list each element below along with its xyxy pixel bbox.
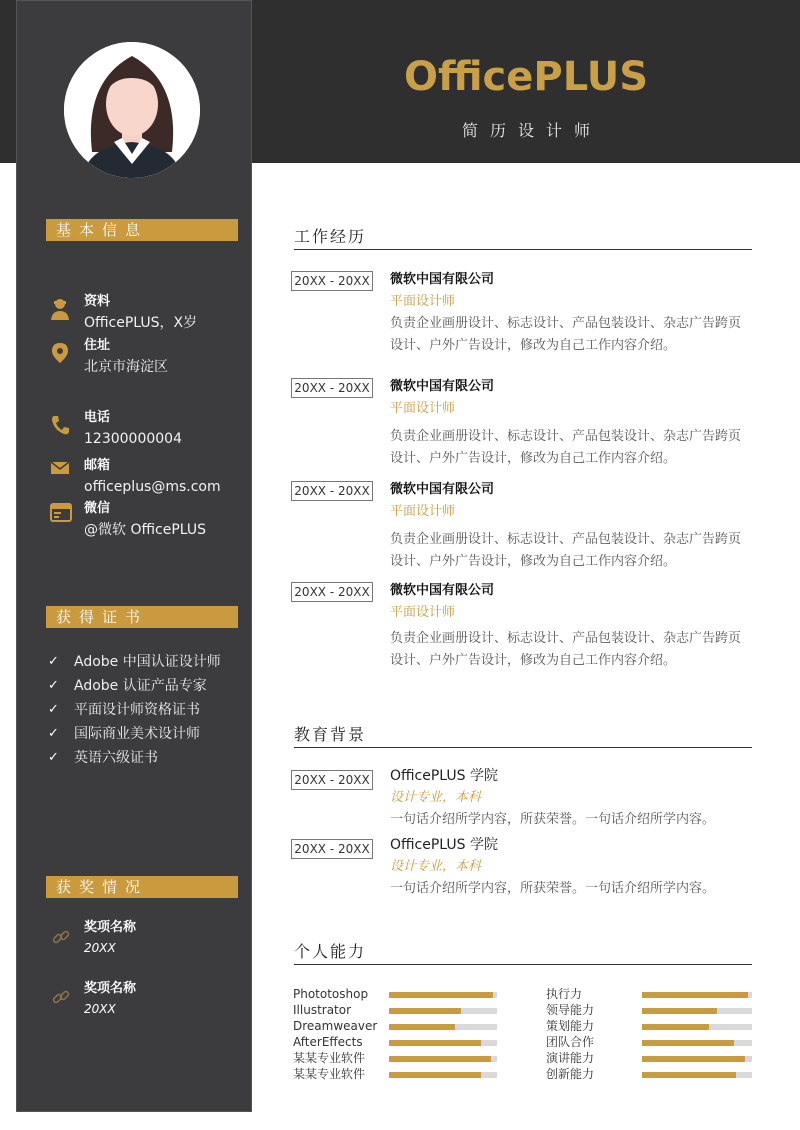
list-item <box>48 674 221 698</box>
info-address <box>84 336 168 378</box>
info-wechat <box>84 499 206 541</box>
skill-name: Illustrator <box>293 1003 352 1017</box>
skill-row <box>293 1018 497 1034</box>
skill-row <box>546 1050 752 1066</box>
check-icon: ✓ <box>48 654 59 669</box>
wechat-icon <box>50 503 70 523</box>
skill-row <box>546 1002 752 1018</box>
skill-bar-fill <box>389 1040 481 1046</box>
skill-row <box>293 1034 497 1050</box>
check-icon: ✓ <box>48 678 59 693</box>
check-icon: ✓ <box>48 726 59 741</box>
skill-name: 某某专业软件 <box>293 1051 366 1065</box>
skill-bar-fill <box>642 1056 745 1062</box>
skill-bar-fill <box>389 1056 491 1062</box>
skill-row <box>546 1018 752 1034</box>
skill-row <box>546 986 752 1002</box>
skill-name: Phototoshop <box>293 987 369 1001</box>
certificate-name: Adobe 中国认证设计师 <box>74 654 221 670</box>
skill-name: 策划能力 <box>546 1019 595 1033</box>
info-value: 北京市海淀区 <box>84 359 168 375</box>
location-pin-icon <box>50 342 70 362</box>
skill-bar-track <box>389 992 497 998</box>
date-range: 20XX - 20XX <box>291 481 373 501</box>
education-heading: 教育背景 <box>294 722 752 748</box>
skill-name: 执行力 <box>546 987 583 1001</box>
certificate-name: 国际商业美术设计师 <box>74 726 200 742</box>
skill-name: Dreamweaver <box>293 1019 378 1033</box>
skill-row <box>293 1002 497 1018</box>
info-label: 邮箱 <box>84 458 111 473</box>
skill-name: 领导能力 <box>546 1003 595 1017</box>
awards-heading: 获奖情况 <box>46 876 238 898</box>
link-icon <box>52 928 70 946</box>
info-label: 住址 <box>84 338 111 353</box>
skill-row <box>293 986 497 1002</box>
certificate-list <box>48 650 221 770</box>
skill-name: 演讲能力 <box>546 1051 595 1065</box>
job-role: 平面设计师 <box>390 294 456 309</box>
list-item <box>48 746 221 770</box>
date-range: 20XX - 20XX <box>291 582 373 602</box>
company-name: 微软中国有限公司 <box>390 482 495 497</box>
job-description: 负责企业画册设计、标志设计、产品包装设计、杂志广告跨页设计、户外广告设计，修改为自己工作内容介绍。 <box>390 532 742 569</box>
phone-icon <box>50 414 70 434</box>
info-label: 电话 <box>84 410 111 425</box>
date-range: 20XX - 20XX <box>291 770 373 790</box>
work-heading: 工作经历 <box>294 224 752 250</box>
certificate-name: Adobe 认证产品专家 <box>74 678 207 694</box>
company-name: 微软中国有限公司 <box>390 583 495 598</box>
info-value: 12300000004 <box>84 431 182 447</box>
mail-icon <box>50 460 70 480</box>
skill-bar-track <box>642 1056 752 1062</box>
certificate-name: 平面设计师资格证书 <box>74 702 200 718</box>
avatar <box>64 42 200 178</box>
education-description: 一句话介绍所学内容，所获荣誉。一句话介绍所学内容。 <box>390 812 716 827</box>
skill-bar-track <box>642 1024 752 1030</box>
company-name: 微软中国有限公司 <box>390 379 495 394</box>
skill-name: 某某专业软件 <box>293 1067 366 1081</box>
skill-bar-fill <box>642 992 748 998</box>
skill-bar-fill <box>642 1040 734 1046</box>
info-value: @微软 OfficePLUS <box>84 522 206 538</box>
link-icon <box>52 988 70 1006</box>
skill-row <box>546 1034 752 1050</box>
award-date: 20XX <box>84 941 116 955</box>
award-name: 奖项名称 <box>84 981 137 996</box>
skill-bar-fill <box>389 1024 455 1030</box>
basic-info-heading: 基本信息 <box>46 219 238 241</box>
education-description: 一句话介绍所学内容，所获荣誉。一句话介绍所学内容。 <box>390 881 716 896</box>
skill-name: 创新能力 <box>546 1067 595 1081</box>
info-email <box>84 456 221 498</box>
award-name: 奖项名称 <box>84 920 137 935</box>
list-item <box>48 722 221 746</box>
date-range: 20XX - 20XX <box>291 378 373 398</box>
school-name: OfficePLUS 学院 <box>390 768 498 784</box>
list-item <box>48 698 221 722</box>
skill-row <box>293 1066 497 1082</box>
award-date: 20XX <box>84 1002 116 1016</box>
skill-bar-track <box>389 1072 497 1078</box>
info-value: officeplus@ms.com <box>84 479 221 495</box>
skill-bar-track <box>642 1072 752 1078</box>
skill-name: AfterEffects <box>293 1035 363 1049</box>
job-description: 负责企业画册设计、标志设计、产品包装设计、杂志广告跨页设计、户外广告设计，修改为自己工作内容介绍。 <box>390 316 742 353</box>
skill-bar-fill <box>642 1024 709 1030</box>
info-label: 微信 <box>84 501 111 516</box>
skills-heading: 个人能力 <box>294 939 752 965</box>
skill-name: 团队合作 <box>546 1035 595 1049</box>
check-icon: ✓ <box>48 750 59 765</box>
skill-row <box>293 1050 497 1066</box>
job-role: 平面设计师 <box>390 504 456 519</box>
job-role: 平面设计师 <box>390 401 456 416</box>
skill-bar-track <box>389 1040 497 1046</box>
skill-bar-fill <box>389 1008 461 1014</box>
major: 设计专业，本科 <box>390 859 482 874</box>
major: 设计专业，本科 <box>390 790 482 805</box>
person-icon <box>50 298 70 318</box>
skill-row <box>546 1066 752 1082</box>
date-range: 20XX - 20XX <box>291 271 373 291</box>
job-description: 负责企业画册设计、标志设计、产品包装设计、杂志广告跨页设计、户外广告设计，修改为自己工作内容介绍。 <box>390 429 742 466</box>
skill-bar-track <box>389 1024 497 1030</box>
school-name: OfficePLUS 学院 <box>390 837 498 853</box>
skill-bar-track <box>642 1008 752 1014</box>
brand-subtitle: 简历设计师 <box>461 121 602 140</box>
skill-bar-fill <box>389 992 493 998</box>
company-name: 微软中国有限公司 <box>390 272 495 287</box>
job-description: 负责企业画册设计、标志设计、产品包装设计、杂志广告跨页设计、户外广告设计，修改为自己工作内容介绍。 <box>390 631 742 668</box>
award-entry <box>84 979 136 1019</box>
certificate-name: 英语六级证书 <box>74 750 158 766</box>
check-icon: ✓ <box>48 702 59 717</box>
brand-title: OfficePLUS <box>403 54 649 100</box>
list-item <box>48 650 221 674</box>
skill-bar-fill <box>389 1072 481 1078</box>
certificates-heading: 获得证书 <box>46 606 238 628</box>
skill-bar-track <box>389 1056 497 1062</box>
skill-bar-track <box>642 1040 752 1046</box>
skill-bar-fill <box>642 1072 736 1078</box>
award-entry <box>84 918 136 958</box>
info-phone <box>84 408 182 450</box>
skill-bar-track <box>389 1008 497 1014</box>
date-range: 20XX - 20XX <box>291 839 373 859</box>
info-label: 资料 <box>84 294 111 309</box>
info-value: OfficePLUS，X岁 <box>84 315 198 331</box>
skill-bar-fill <box>642 1008 717 1014</box>
skill-bar-track <box>642 992 752 998</box>
job-role: 平面设计师 <box>390 605 456 620</box>
info-profile <box>84 292 197 334</box>
